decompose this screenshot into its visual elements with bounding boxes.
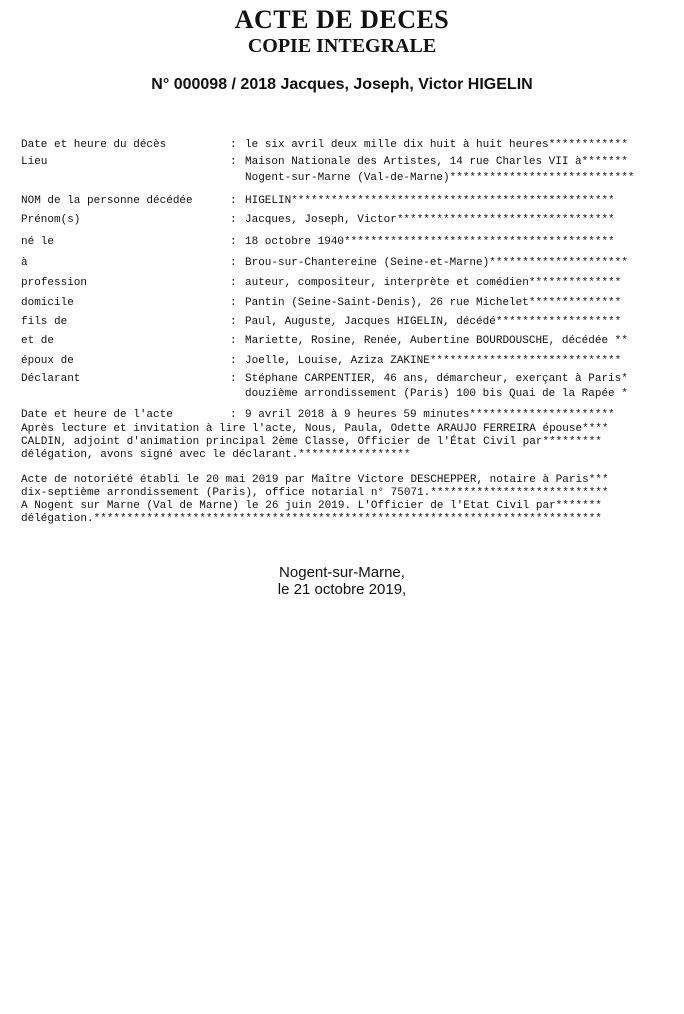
field-label: à — [21, 257, 28, 269]
field-value: auteur, compositeur, interprète et comédien************** — [245, 277, 622, 289]
footer-place: Nogent-sur-Marne, — [279, 564, 405, 581]
field-separator: : — [230, 335, 237, 347]
field-label: NOM de la personne décédée — [21, 195, 193, 207]
field-value: le six avril deux mille dix huit à huit heures************ — [245, 139, 628, 151]
signature-paragraph-line: Après lecture et invitation à lire l'acte, Nous, Paula, Odette ARAUJO FERREIRA épouse**** — [21, 423, 609, 435]
notoriety-paragraph-line: délégation.***************************************************************************** — [21, 513, 602, 525]
field-label: fils de — [21, 316, 68, 328]
field-separator: : — [230, 257, 237, 269]
document-subtitle: COPIE INTEGRALE — [247, 35, 437, 57]
field-value: Nogent-sur-Marne (Val-de-Marne)**************************** — [245, 172, 635, 184]
acte-number: N° 000098 / 2018 Jacques, Joseph, Victor HIGELIN — [151, 76, 533, 93]
field-label: domicile — [21, 297, 74, 309]
field-separator: : — [230, 316, 237, 328]
field-value: Stéphane CARPENTIER, 46 ans, démarcheur, exerçant à Paris* — [245, 373, 628, 385]
field-label: né le — [21, 236, 55, 248]
field-label: profession — [21, 277, 88, 289]
field-value: 9 avril 2018 à 9 heures 59 minutes********************** — [245, 409, 615, 421]
field-separator: : — [230, 214, 237, 226]
field-separator: : — [230, 156, 237, 168]
field-value: Joelle, Louise, Aziza ZAKINE***************************** — [245, 355, 622, 367]
notoriety-paragraph-line: dix-septième arrondissement (Paris), office notarial n° 75071.*************************** — [21, 487, 609, 499]
field-label: Date et heure du décès — [21, 139, 167, 151]
field-label: Date et heure de l'acte — [21, 409, 173, 421]
field-separator: : — [230, 355, 237, 367]
field-label: Prénom(s) — [21, 214, 81, 226]
field-value: Pantin (Seine-Saint-Denis), 26 rue Michelet************** — [245, 297, 622, 309]
field-separator: : — [230, 297, 237, 309]
field-value: Brou-sur-Chantereine (Seine-et-Marne)********************* — [245, 257, 628, 269]
field-label: époux de — [21, 355, 74, 367]
field-value: Paul, Auguste, Jacques HIGELIN, décédé******************* — [245, 316, 622, 328]
field-value: Mariette, Rosine, Renée, Aubertine BOURDOUSCHE, décédée ** — [245, 335, 628, 347]
notoriety-paragraph-line: A Nogent sur Marne (Val de Marne) le 26 juin 2019. L'Officier de l'Etat Civil par******* — [21, 500, 602, 512]
field-label: Lieu — [21, 156, 48, 168]
field-separator: : — [230, 195, 237, 207]
notoriety-paragraph-line: Acte de notoriété établi le 20 mai 2019 par Maître Victore DESCHEPPER, notaire à Paris*** — [21, 474, 609, 486]
field-value: douzième arrondissement (Paris) 100 bis Quai de la Rapée * — [245, 388, 628, 400]
field-separator: : — [230, 277, 237, 289]
footer-date: le 21 octobre 2019, — [277, 581, 407, 598]
field-value: HIGELIN************************************************* — [245, 195, 615, 207]
field-separator: : — [230, 236, 237, 248]
field-label: et de — [21, 335, 55, 347]
field-value: Jacques, Joseph, Victor********************************* — [245, 214, 615, 226]
field-separator: : — [230, 373, 237, 385]
document-title: ACTE DE DECES — [234, 5, 450, 34]
field-separator: : — [230, 139, 237, 151]
field-value: 18 octobre 1940***************************************** — [245, 236, 615, 248]
signature-paragraph-line: CALDIN, adjoint d'animation principal 2ème Classe, Officier de l'État Civil par********* — [21, 436, 602, 448]
field-value: Maison Nationale des Artistes, 14 rue Charles VII à******* — [245, 156, 628, 168]
field-separator: : — [230, 409, 237, 421]
signature-paragraph-line: délégation, avons signé avec le déclarant.***************** — [21, 449, 411, 461]
field-label: Déclarant — [21, 373, 81, 385]
